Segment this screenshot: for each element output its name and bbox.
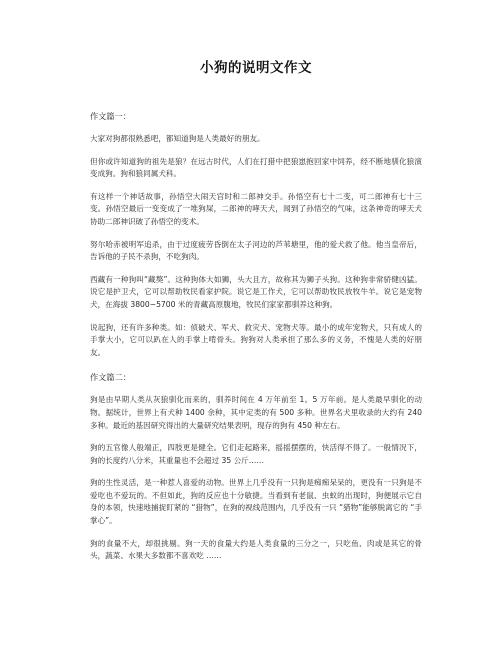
section-2-paragraph-1: 狗是由早期人类从灰狼驯化而来的，驯养时间在 4 万年前至 1。5 万年前。是人类最早驯化的动物。据统计，世界上有犬种 1400 余种，其中定类的有 500 多种。世界名犬里收录的大约有 240 多种。最近的基因研究得出的大量研究结果表明，现存的狗有 450 种左右。: [90, 395, 422, 430]
section-1-label: 作文篇一：: [90, 111, 131, 121]
section-1-paragraph-4: 努尔哈赤被明军追杀，由于过度疲劳昏倒在太子河边的芦苇塘里，他的爱犬救了他。他当皇帝后，告诉他的子民不杀狗，不吃狗肉。: [90, 239, 422, 262]
section-1-paragraph-2: 但你或许知道狗的祖先是狼？在远古时代，人们在打猎中把狼崽抱回家中饲养，经不断地驯化狼演变成狗。狗和狼同属犬科。: [90, 156, 422, 179]
section-2-paragraph-2: 狗的五官像人般端正，四肢更是健全。它们走起路来，摇摇摆摆的，快活得不得了。一般情况下，狗的长度约八分米，其重量也不会超过 35 公斤……: [90, 443, 422, 465]
section-1-paragraph-6: 说起狗，还有许多种类。如：侦破犬、军犬、救灾犬、宠物犬等。最小的成年宠物犬，只有成人的手掌大小，它可以趴在人的手掌上啃骨头。狗狗对人类承担了那么多的义务，不愧是人类的好朋友。: [90, 322, 422, 357]
document-title: 小狗的说明文作文: [200, 60, 312, 76]
section-1-paragraph-5: 西藏有一种狗叫“藏獒”。这种狗体大如狮，头大且方，故称其为狮子头狗。这种狗非常骄健凶猛。说它是护卫犬，它可以帮助牧民看家护院。说它是工作犬，它可以帮助牧民放牧牛羊。说它是宠物犬，在海拔 3800~5700 米的青藏高原腹地，牧民们家家都驯养这种狗。: [90, 274, 422, 309]
section-2-paragraph-3: 狗的生性灵活，是一种惹人喜爱的动物。世界上几乎没有一只狗是痴痴呆呆的，更没有一只狗是不爱吃也不爱玩的。不但如此，狗的反应也十分敏捷。当看到有老鼠、虫蚁的出现时，狗便展示它自身的本领，快速地捕捉盯紧的 “猎物”，在狗的视线范围内，几乎没有一只 “猎物”能够脱离它的 “手掌心”。: [90, 478, 422, 526]
section-1-paragraph-1: 大家对狗都很熟悉吧，都知道狗是人类最好的朋友。: [90, 134, 265, 143]
section-2-paragraph-4: 狗的食量不大，却很挑剔。狗一天的食量大约是人类食量的三分之一，只吃鱼、肉或是其它的骨头，蔬菜、水果大多数都不喜欢吃 ……: [90, 538, 422, 561]
section-2-label: 作文篇二：: [90, 372, 131, 383]
section-1-paragraph-3: 有这样一个神话故事，孙悟空大闹天宫时和二郎神交手。孙悟空有七十二变，可二郎神有七十三变。孙悟空最后一变变成了一堆狗屎，二郎神的哮天犬，闻到了孙悟空的气味，这条神奇的哮天犬协助二郎神识破了孙悟空的变术。: [90, 191, 422, 226]
